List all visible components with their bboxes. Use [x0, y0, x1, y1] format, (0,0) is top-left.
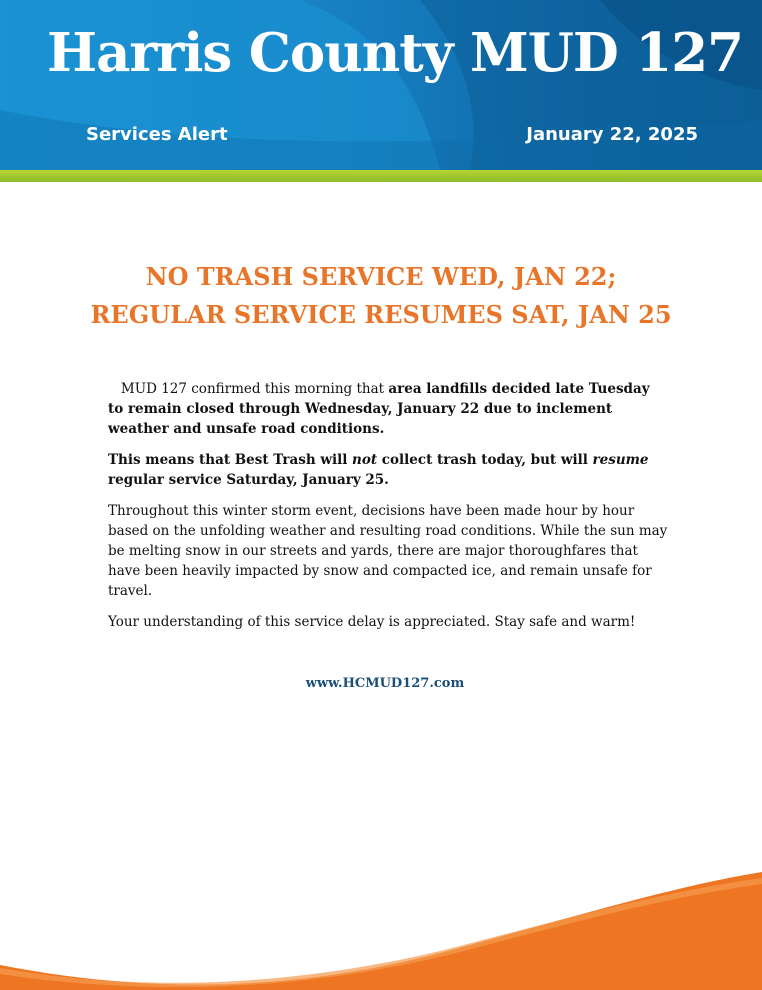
- page-title: Harris County MUD 127: [47, 22, 743, 84]
- paragraph-1-bold: area landfills decided late Tuesday to remain closed through Wednesday, January 22 due to inclement weather and unsafe road conditions.: [108, 381, 650, 437]
- paragraph-2-resume: resume: [592, 452, 649, 468]
- alert-date: January 22, 2025: [526, 124, 698, 145]
- paragraph-2-b: collect trash today, but will: [377, 452, 593, 468]
- paragraph-1: [108, 379, 668, 439]
- headline-line-2: REGULAR SERVICE RESUMES SAT, JAN 25: [90, 300, 672, 329]
- website-link[interactable]: www.HCMUD127.com: [305, 676, 465, 691]
- header-divider: [0, 170, 762, 182]
- paragraph-2-not: not: [352, 452, 378, 468]
- paragraph-2-a: This means that Best Trash will: [108, 452, 353, 468]
- alert-body: [108, 379, 668, 643]
- headline-line-1: NO TRASH SERVICE WED, JAN 22;: [145, 262, 617, 291]
- footer-wave-graphic: [0, 860, 762, 990]
- paragraph-2: [108, 450, 668, 490]
- alert-label: Services Alert: [86, 124, 228, 145]
- paragraph-3: Throughout this winter storm event, decisions have been made hour by hour based on the unfolding weather and resulting road conditions. While the sun may be melting snow in our streets and yards, there are major thoroughfares that have been heavily impacted by snow and compacted ice, and remain unsafe for travel.: [108, 503, 668, 599]
- paragraph-4: Your understanding of this service delay is appreciated. Stay safe and warm!: [108, 614, 636, 630]
- header-banner: [0, 0, 762, 170]
- paragraph-1-intro: MUD 127 confirmed this morning that: [120, 381, 389, 397]
- headline: [0, 258, 762, 334]
- paragraph-2-c: regular service Saturday, January 25.: [108, 472, 389, 488]
